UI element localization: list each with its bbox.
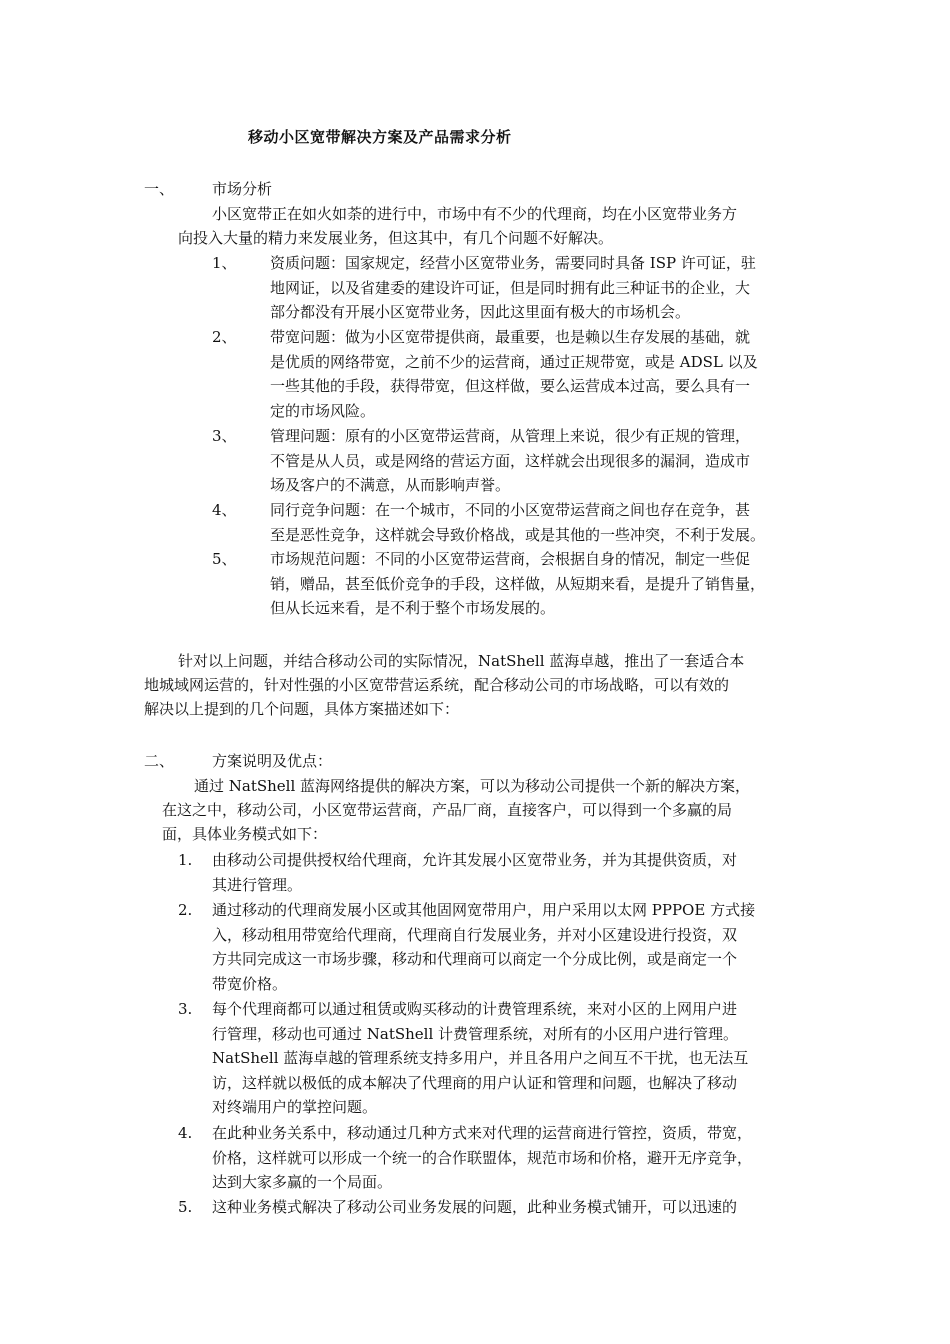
list-item-line: 资质问题：国家规定，经营小区宽带业务，需要同时具备 ISP 许可证，驻 bbox=[270, 254, 756, 272]
list-item-number: 3. bbox=[178, 1000, 193, 1018]
list-item-line: 带宽问题：做为小区宽带提供商，最重要，也是赖以生存发展的基础，就 bbox=[270, 328, 751, 346]
list-item-line: 达到大家多赢的一个局面。 bbox=[212, 1173, 393, 1191]
list-item-line: 每个代理商都可以通过租赁或购买移动的计费管理系统，来对小区的上网用户进 bbox=[212, 1000, 738, 1018]
section-1-title: 市场分析 bbox=[212, 180, 273, 198]
list-item-line: 管理问题：原有的小区宽带运营商，从管理上来说，很少有正规的管理， bbox=[270, 427, 751, 445]
list-item-line: 市场规范问题：不同的小区宽带运营商，会根据自身的情况，制定一些促 bbox=[270, 550, 751, 568]
list-item-number: 2、 bbox=[212, 328, 237, 346]
list-item-line: 不管是从人员，或是网络的营运方面，这样就会出现很多的漏洞，造成市 bbox=[270, 451, 751, 470]
list-item-line: 部分都没有开展小区宽带业务，因此这里面有极大的市场机会。 bbox=[270, 303, 691, 321]
paragraph-line: 针对以上问题，并结合移动公司的实际情况，NatShell 蓝海卓越，推出了一套适合本 bbox=[178, 652, 745, 670]
section-1-intro bbox=[178, 202, 737, 250]
list-item-number: 1. bbox=[178, 851, 193, 869]
section-2-title: 方案说明及优点： bbox=[212, 752, 333, 770]
list-item-line: 至是恶性竞争，这样就会导致价格战，或是其他的一些冲突，不利于发展。 bbox=[270, 525, 766, 544]
list-item-line: 入，移动租用带宽给代理商，代理商自行发展业务，并对小区建设进行投资，双 bbox=[212, 925, 738, 944]
list-item-line: 销，赠品，甚至低价竞争的手段，这样做，从短期来看，是提升了销售量， bbox=[270, 574, 766, 593]
list-item-line: NatShell 蓝海卓越的管理系统支持多用户，并且各用户之间互不干扰，也无法互 bbox=[212, 1049, 749, 1067]
list-item-line: 通过移动的代理商发展小区或其他固网宽带用户，用户采用以太网 PPPOE 方式接 bbox=[212, 901, 756, 919]
list-item-line: 这种业务模式解决了移动公司业务发展的问题，此种业务模式铺开，可以迅速的 bbox=[212, 1198, 738, 1216]
list-item-line: 同行竞争问题：在一个城市，不同的小区宽带运营商之间也存在竞争，甚 bbox=[270, 501, 751, 519]
list-item-line: 其进行管理。 bbox=[212, 875, 303, 894]
list-item-line: 方共同完成这一市场步骤，移动和代理商可以商定一个分成比例，或是商定一个 bbox=[212, 950, 738, 968]
paragraph-line: 通过 NatShell 蓝海网络提供的解决方案，可以为移动公司提供一个新的解决方案， bbox=[194, 777, 751, 795]
list-item-number: 4. bbox=[178, 1124, 193, 1142]
list-item-line: 由移动公司提供授权给代理商，允许其发展小区宽带业务，并为其提供资质，对 bbox=[212, 851, 738, 869]
document-title: 移动小区宽带解决方案及产品需求分析 bbox=[248, 128, 512, 146]
list-item-line: 地网证，以及省建委的建设许可证，但是同时拥有此三种证书的企业，大 bbox=[270, 278, 751, 297]
list-item-number: 5. bbox=[178, 1198, 193, 1216]
paragraph-line: 地城域网运营的，针对性强的小区宽带营运系统，配合移动公司的市场战略，可以有效的 bbox=[144, 676, 730, 694]
list-item-line: 定的市场风险。 bbox=[270, 401, 376, 420]
list-item-line: 行管理，移动也可通过 NatShell 计费管理系统，对所有的小区用户进行管理。 bbox=[212, 1024, 739, 1043]
list-item-line: 一些其他的手段，获得带宽，但这样做，要么运营成本过高，要么具有一 bbox=[270, 377, 751, 395]
list-item-line: 是优质的网络带宽，之前不少的运营商，通过正规带宽，或是 ADSL 以及 bbox=[270, 352, 758, 371]
summary-paragraph bbox=[144, 649, 744, 721]
paragraph-line: 在这之中，移动公司，小区宽带运营商，产品厂商，直接客户，可以得到一个多赢的局 bbox=[162, 801, 733, 819]
list-item-line: 在此种业务关系中，移动通过几种方式来对代理的运营商进行管控，资质，带宽， bbox=[212, 1124, 753, 1142]
list-item-line: 场及客户的不满意，从而影响声誉。 bbox=[270, 476, 511, 494]
list-item-line: 对终端用户的掌控问题。 bbox=[212, 1098, 378, 1116]
paragraph-line: 小区宽带正在如火如荼的进行中，市场中有不少的代理商，均在小区宽带业务方 bbox=[212, 205, 738, 223]
list-item-number: 1、 bbox=[212, 254, 237, 272]
list-item-number: 2. bbox=[178, 901, 193, 919]
paragraph-line: 解决以上提到的几个问题，具体方案描述如下： bbox=[144, 700, 460, 718]
list-item-line: 带宽价格。 bbox=[212, 974, 288, 993]
list-item-line: 但从长远来看，是不利于整个市场发展的。 bbox=[270, 599, 556, 617]
paragraph-line: 面，具体业务模式如下： bbox=[162, 825, 328, 843]
paragraph-line: 向投入大量的精力来发展业务，但这其中，有几个问题不好解决。 bbox=[178, 229, 614, 247]
section-1-number: 一、 bbox=[144, 180, 175, 198]
list-item-number: 5、 bbox=[212, 550, 237, 568]
list-item-line: 访，这样就以极低的成本解决了代理商的用户认证和管理和问题，也解决了移动 bbox=[212, 1073, 738, 1092]
section-2-intro bbox=[162, 774, 750, 846]
section-2-number: 二、 bbox=[144, 752, 175, 770]
list-item-number: 3、 bbox=[212, 427, 237, 445]
list-item-number: 4、 bbox=[212, 501, 237, 519]
list-item-line: 价格，这样就可以形成一个统一的合作联盟体，规范市场和价格，避开无序竞争， bbox=[212, 1148, 753, 1167]
